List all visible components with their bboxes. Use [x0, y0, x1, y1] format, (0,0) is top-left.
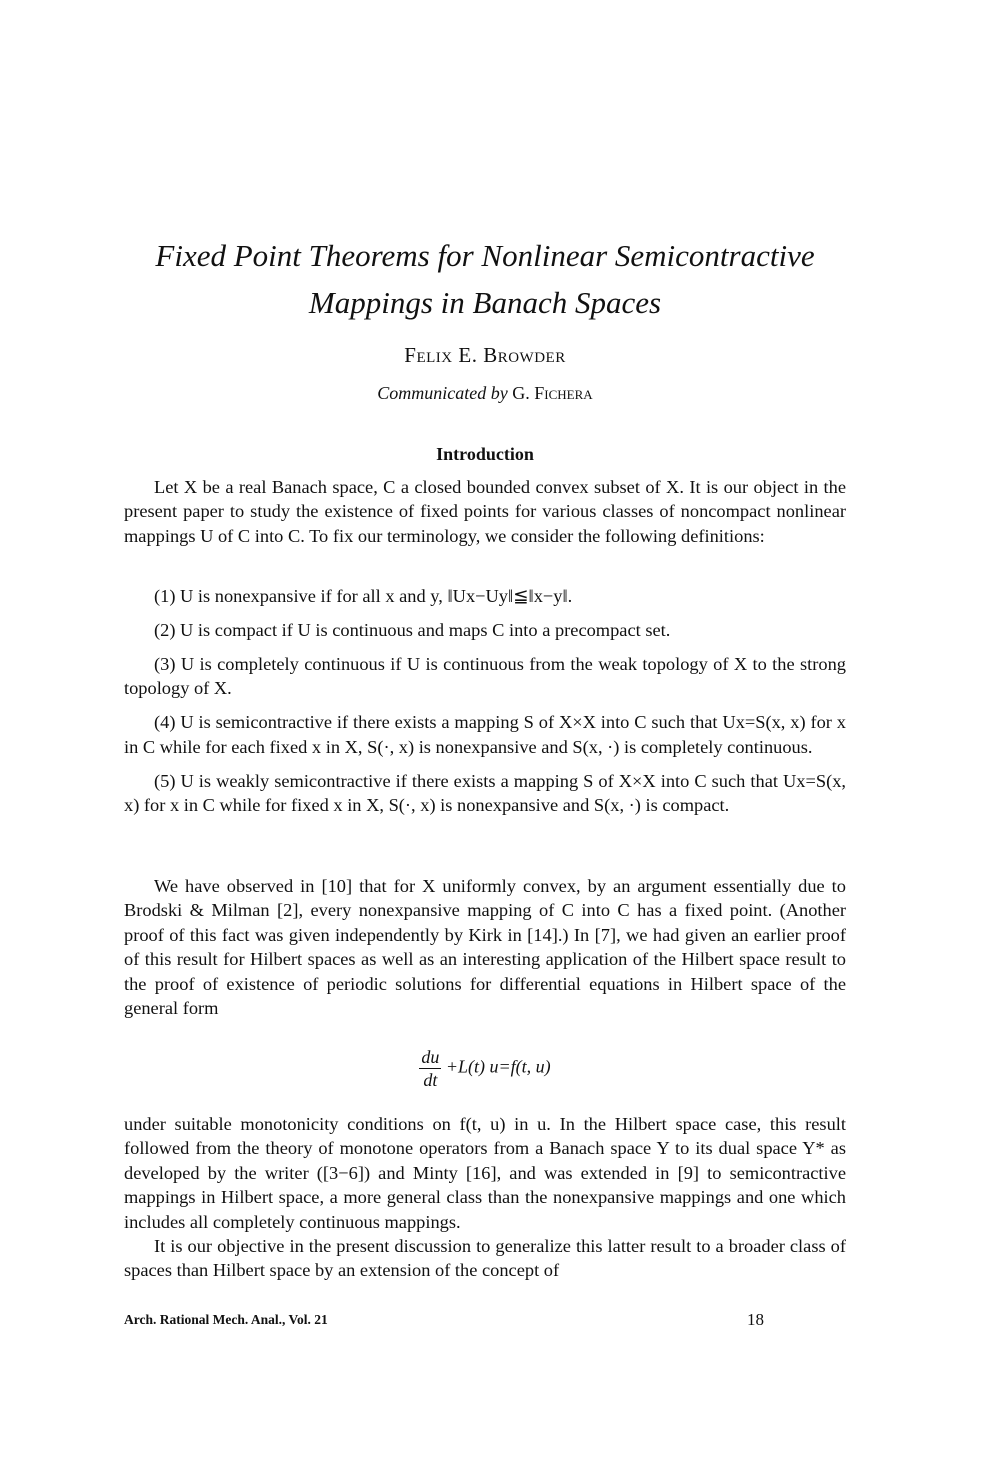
author: Felix E. Browder — [404, 343, 566, 367]
paragraph-1: Let X be a real Banach space, C a closed bounded convex subset of X. It is our object in the present paper to study the existence of fixed points for various classes of noncompact nonlinear mappings U of C into C. To fix our terminology, we consider the following definitions: — [124, 477, 846, 546]
definition-4: (4) U is semicontractive if there exists a mapping S of X×X into C such that Ux=S(x, x) for x in C while for each fixed x in X, S(·, x) is nonexpansive and S(x, ·) is completely continuous. — [124, 712, 846, 757]
paragraph-4: It is our objective in the present discussion to generalize this latter result to a broader class of spaces than Hilbert space by an extension of the concept of — [124, 1236, 846, 1281]
equation-numerator: du — [421, 1047, 440, 1067]
paragraph-2-block — [124, 874, 846, 1020]
footer-journal: Arch. Rational Mech. Anal., Vol. 21 — [124, 1312, 328, 1327]
definitions-list — [124, 584, 846, 827]
paper-title — [124, 232, 846, 326]
paragraph-3: under suitable monotonicity conditions on f(t, u) in u. In the Hilbert space case, this result followed from the theory of monotone operators from a Banach space Y to its dual space Y* as developed by the writer ([3−6]) and Minty [16], and was extended in [9] to semicontractive mappings in Hilbert space, a more general class than the nonexpansive mappings and one which includes all completely continuous mappings. — [124, 1114, 846, 1232]
page-footer — [124, 1312, 846, 1328]
paragraph-2: We have observed in [10] that for X uniformly convex, by an argument essentially due to Brodski & Milman [2], every nonexpansive mapping of C into C has a fixed point. (Another proof of this fact was given independently by Kirk in [14].) In [7], we had given an earlier proof of this result for Hilbert spaces as well as an interesting application of the Hilbert space result to the proof of existence of periodic solutions for differential equations in Hilbert space of the general form — [124, 876, 846, 1019]
communicated-by — [124, 383, 846, 404]
communicated-name: G. Fichera — [512, 383, 593, 403]
equation — [124, 1046, 846, 1091]
title-line-2: Mappings in Banach Spaces — [308, 285, 662, 320]
definition-2: (2) U is compact if U is continuous and maps C into a precompact set. — [154, 620, 671, 640]
page-number: 18 — [747, 1310, 764, 1329]
definition-3: (3) U is completely continuous if U is continuous from the weak topology of X to the strong topology of X. — [124, 654, 846, 699]
equation-rhs: +L(t) u=f(t, u) — [445, 1056, 551, 1077]
definition-5: (5) U is weakly semicontractive if there exists a mapping S of X×X into C such that Ux=S(x, x) for x in C while for fixed x in X, S(·, x) is nonexpansive and S(x, ·) is compact. — [124, 770, 846, 816]
equation-denominator: dt — [423, 1070, 438, 1090]
section-heading: Introduction — [436, 444, 534, 464]
paragraph-3-block — [124, 1112, 846, 1283]
definition-1: (1) U is nonexpansive if for all x and y, ‖Ux−Uy‖≦‖x−y‖. — [154, 586, 573, 606]
equation-fraction — [419, 1046, 441, 1091]
communicated-prefix: Communicated by — [377, 383, 508, 403]
title-line-1: Fixed Point Theorems for Nonlinear Semicontractive — [155, 238, 815, 273]
paragraph-1-block — [124, 475, 846, 548]
